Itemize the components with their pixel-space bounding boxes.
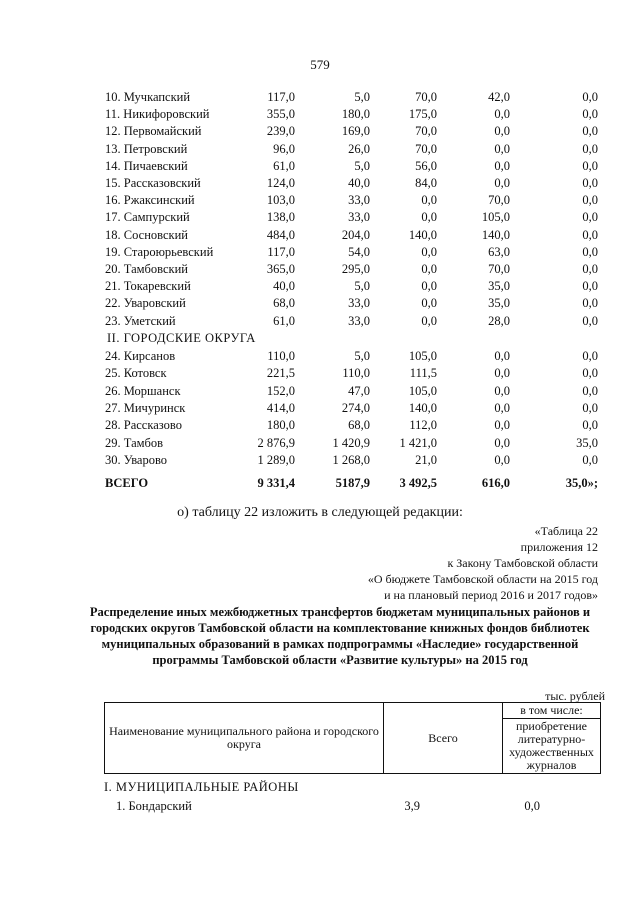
row-value: 0,0 (421, 296, 437, 311)
row-name: 14. Пичаевский (105, 158, 188, 173)
row-value: 0,0 (582, 158, 598, 173)
row-value: 152,0 (266, 383, 295, 398)
row-value: 140,0 (408, 400, 437, 415)
row-name: ВСЕГО (105, 476, 149, 490)
row-value: 105,0 (481, 210, 510, 225)
reference-line: приложения 12 (520, 540, 598, 554)
row-value: 0,0 (421, 262, 437, 276)
row-value: 140,0 (481, 227, 510, 242)
row-value: 70,0 (415, 141, 437, 156)
row-value: 0,0 (494, 124, 510, 139)
table-row (0, 107, 640, 124)
row-name: 17. Сампурский (105, 210, 190, 225)
row-value: 35,0»; (565, 476, 598, 490)
row-value: 0,0 (494, 400, 510, 415)
table-title: Распределение иных межбюджетных трансфертов бюджетам муниципальных районов и городских округов Тамбовской области на комплектование книжных фондов библиотек муниципальных образований в рамках подпрограммы «Наследие» государственной программы Тамбовской области «Развитие культуры» на 2015 год (89, 605, 591, 667)
row-value: 63,0 (488, 244, 510, 259)
row-value: 54,0 (348, 244, 370, 259)
row-value: 110,0 (342, 366, 370, 381)
reference-line: и на плановый период 2016 и 2017 годов» (384, 588, 598, 602)
row-value: 1 289,0 (257, 452, 295, 467)
row-value: 117,0 (267, 90, 295, 104)
row-value: 0,0 (582, 313, 598, 328)
row-value: 274,0 (341, 400, 370, 415)
row-value: 180,0 (341, 107, 370, 122)
row-name: 24. Кирсанов (105, 349, 176, 363)
row-value: 26,0 (348, 141, 370, 156)
row-name: 26. Моршанск (105, 383, 181, 398)
row-value: 110,0 (267, 349, 295, 363)
row-value: 365,0 (266, 262, 295, 276)
table-row (0, 176, 640, 193)
row-value: 42,0 (488, 90, 510, 104)
row-value: 0,0 (582, 383, 598, 398)
row-value: 0,0 (582, 279, 598, 294)
row-name: 16. Ржаксинский (105, 193, 195, 208)
row-value: 0,0 (582, 124, 598, 139)
row-name: 28. Рассказово (105, 418, 182, 433)
row-value: 68,0 (348, 418, 370, 433)
row-name: 27. Мичуринск (105, 400, 186, 415)
row-value: 35,0 (488, 296, 510, 311)
reference-line: к Закону Тамбовской области (447, 556, 598, 570)
row-value: 180,0 (266, 418, 295, 433)
row-value: 68,0 (273, 296, 295, 311)
instruction-text: о) таблицу 22 изложить в следующей редакции: (177, 505, 463, 520)
row-name: 30. Уварово (105, 452, 168, 467)
row-value: 0,0 (582, 107, 598, 122)
row-value: 0,0 (582, 90, 598, 104)
row-value: 103,0 (266, 193, 295, 208)
table-row (0, 193, 640, 210)
row-value: 0,0 (494, 176, 510, 190)
table-row (0, 401, 640, 418)
row-value: 138,0 (266, 210, 295, 225)
row-value: 295,0 (341, 262, 370, 276)
row-value: 5,0 (354, 90, 370, 104)
row-value: 5187,9 (335, 476, 370, 490)
row-name: 19. Староюрьевский (105, 244, 214, 259)
row-value: 111,5 (409, 366, 437, 381)
row-value: 1 420,9 (332, 435, 370, 450)
row-value: 112,0 (409, 418, 437, 433)
row-value: 33,0 (348, 210, 370, 225)
row-value: 0,0 (494, 107, 510, 122)
table-row (0, 245, 640, 262)
row-value: 0,0 (582, 366, 598, 381)
reference-line: «Таблица 22 (534, 524, 598, 538)
row-name: 15. Рассказовский (105, 176, 201, 190)
row-name: 1. Бондарский (116, 799, 192, 813)
row-value: 0,0 (421, 210, 437, 225)
row-value: 2 876,9 (257, 435, 295, 450)
header-including-cell: в том числе: (503, 703, 601, 719)
row-value: 0,0 (582, 244, 598, 259)
row-name: 21. Токаревский (105, 279, 191, 294)
row-value: 221,5 (266, 366, 295, 381)
row-value: 56,0 (415, 158, 437, 173)
row-value: 40,0 (273, 279, 295, 294)
row-value: 0,0 (421, 244, 437, 259)
row-name: 25. Котовск (105, 366, 167, 381)
row-value: 484,0 (266, 227, 295, 242)
row-value: 0,0 (421, 279, 437, 294)
row-value: 0,0 (494, 418, 510, 433)
row-value: 0,0 (494, 349, 510, 363)
row-value: 1 421,0 (399, 435, 437, 450)
table-row (0, 142, 640, 159)
row-value: 61,0 (273, 158, 295, 173)
reference-line: «О бюджете Тамбовской области на 2015 год (367, 572, 598, 586)
table-row (0, 436, 640, 453)
row-total-value: 3,9 (404, 799, 420, 813)
row-value: 204,0 (341, 227, 370, 242)
row-value: 40,0 (348, 176, 370, 190)
row-value: 35,0 (576, 435, 598, 450)
row-value: 0,0 (582, 227, 598, 242)
row-value: 21,0 (415, 452, 437, 467)
table-row (0, 453, 640, 470)
row-value: 70,0 (488, 193, 510, 208)
row-value: 47,0 (348, 383, 370, 398)
row-value: 3 492,5 (399, 476, 437, 490)
table-row (0, 90, 640, 107)
row-name: 11. Никифоровский (105, 107, 210, 122)
row-value: 35,0 (488, 279, 510, 294)
row-value: 70,0 (415, 124, 437, 139)
row-value: 0,0 (582, 400, 598, 415)
row-value: 0,0 (582, 176, 598, 190)
table-row (0, 159, 640, 176)
page-number: 579 (310, 57, 330, 72)
row-value: 33,0 (348, 193, 370, 208)
table-header (104, 702, 601, 774)
row-value: 124,0 (266, 176, 295, 190)
row-value: 61,0 (273, 313, 295, 328)
row-value: 355,0 (266, 107, 295, 122)
row-value: 0,0 (582, 418, 598, 433)
row-value: 96,0 (273, 141, 295, 156)
row-value: 0,0 (494, 383, 510, 398)
table-row (0, 314, 640, 331)
row-value: 414,0 (266, 400, 295, 415)
section-heading-urban: II. ГОРОДСКИЕ ОКРУГА (107, 331, 256, 345)
row-name: 29. Тамбов (105, 435, 164, 450)
header-name-cell: Наименование муниципального района и городского округа (105, 703, 384, 774)
table-row (0, 799, 640, 816)
table-row (0, 366, 640, 383)
table-row (0, 210, 640, 227)
row-value: 84,0 (415, 176, 437, 190)
row-value: 0,0 (494, 366, 510, 381)
row-value: 28,0 (488, 313, 510, 328)
row-name: 13. Петровский (105, 141, 188, 156)
row-value: 1 268,0 (332, 452, 370, 467)
header-total-cell: Всего (384, 703, 503, 774)
table-row (0, 262, 640, 279)
row-value: 0,0 (494, 452, 510, 467)
table-row (0, 279, 640, 296)
row-value: 169,0 (341, 124, 370, 139)
row-name: 22. Уваровский (105, 296, 186, 311)
row-value: 0,0 (582, 210, 598, 225)
row-value: 239,0 (266, 124, 295, 139)
row-value: 0,0 (582, 452, 598, 467)
row-value: 117,0 (267, 244, 295, 259)
row-value: 9 331,4 (257, 476, 295, 490)
row-value: 70,0 (415, 90, 437, 104)
row-value: 0,0 (582, 141, 598, 156)
row-name: 18. Сосновский (105, 227, 188, 242)
row-value: 140,0 (408, 227, 437, 242)
row-value: 0,0 (421, 313, 437, 328)
row-value: 616,0 (481, 476, 510, 490)
units-label: тыс. рублей (545, 689, 605, 703)
row-value: 0,0 (421, 193, 437, 208)
table-row (0, 124, 640, 141)
row-value: 0,0 (494, 141, 510, 156)
row-value: 33,0 (348, 313, 370, 328)
row-journals-value: 0,0 (524, 799, 540, 813)
header-journals-cell: приобретение литературно-художественных журналов (503, 719, 601, 774)
row-value: 5,0 (354, 158, 370, 173)
row-name: 23. Уметский (105, 313, 176, 328)
row-value: 105,0 (408, 349, 437, 363)
row-value: 5,0 (354, 279, 370, 294)
table-row (0, 296, 640, 313)
table-row (0, 418, 640, 435)
row-value: 0,0 (494, 158, 510, 173)
table-row (0, 349, 640, 366)
row-name: 20. Тамбовский (105, 262, 188, 276)
row-name: 12. Первомайский (105, 124, 202, 139)
row-value: 70,0 (488, 262, 510, 276)
row-value: 0,0 (582, 296, 598, 311)
row-name: 10. Мучкапский (105, 90, 191, 104)
table-row (0, 476, 640, 493)
table-row (0, 384, 640, 401)
table-row (0, 228, 640, 245)
row-value: 5,0 (354, 349, 370, 363)
row-value: 0,0 (582, 193, 598, 208)
section-heading-districts: I. МУНИЦИПАЛЬНЫЕ РАЙОНЫ (104, 780, 299, 794)
row-value: 0,0 (582, 349, 598, 363)
row-value: 0,0 (494, 435, 510, 450)
row-value: 33,0 (348, 296, 370, 311)
row-value: 175,0 (408, 107, 437, 122)
row-value: 105,0 (408, 383, 437, 398)
row-value: 0,0 (582, 262, 598, 276)
